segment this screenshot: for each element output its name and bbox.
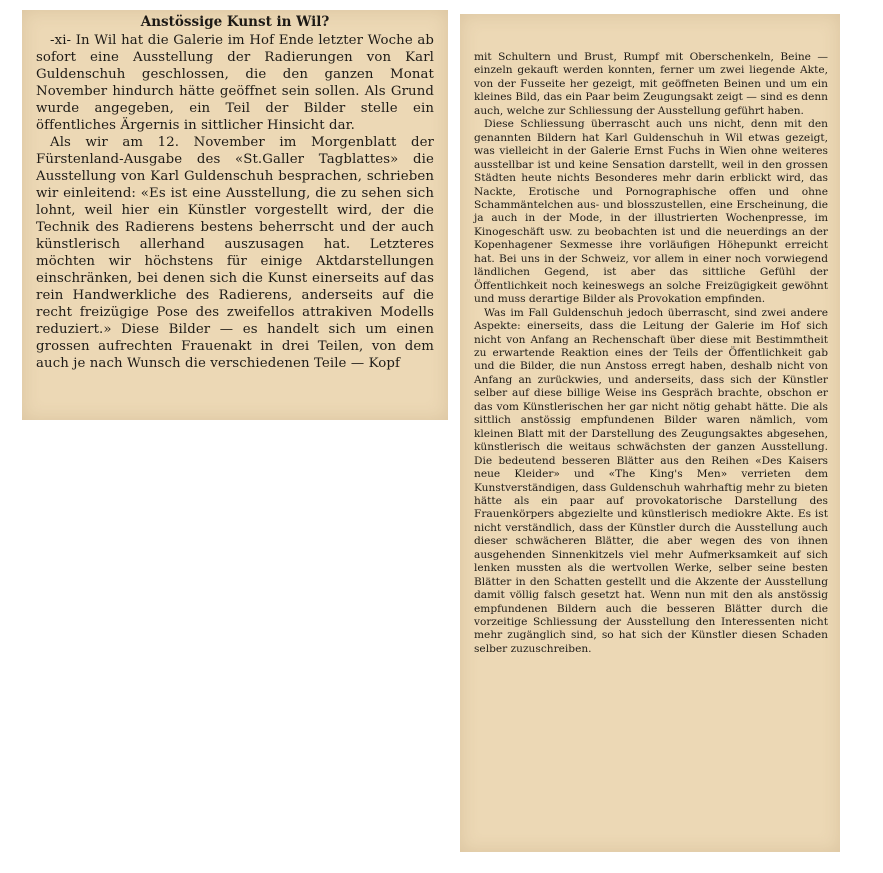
article-paragraph: mit Schultern und Brust, Rumpf mit Oberschenkeln, Beine — einzeln gekauft werden konnten, ferner um zwei liegende Akte, von der Fusseite her gezeigt, mit geöffneten Beinen und um ein kleines Bild, das ein Paar beim Zeugungsakt zeigt — sind es denn auch, welche zur Schliessung der Ausstellung geführt haben.: [474, 51, 828, 117]
article-paragraph: -xi- In Wil hat die Galerie im Hof Ende letzter Woche ab sofort eine Ausstellung der Radierungen von Karl Guldenschuh geschlossen, die den ganzen Monat November hindurch hätte geöffnet sein sollen. Als Grund wurde angegeben, ein Teil der Bilder stelle ein öffentliches Ärgernis in sittlicher Hinsicht dar.: [36, 33, 434, 133]
article-paragraph: Was im Fall Guldenschuh jedoch überrascht, sind zwei andere Aspekte: einerseits, dass die Leitung der Galerie im Hof sich nicht von Anfang an Rechenschaft über diese mit Bestimmtheit zu erwartende Reaktion eines der Teils der Öffentlichkeit gab und die Bilder, die nun Anstoss erregt haben, deshalb nicht von Anfang an zurückwies, und anderseits, dass sich der Künstler selber auf diese billige Weise ins Gespräch brachte, obschon er das vom Künstlerischen her gar nicht nötig gehabt hätte. Die als sittlich anstössig empfundenen Bilder waren nämlich, vom kleinen Blatt mit der Darstellung des Zeugungsaktes abgesehen, künstlerisch die weitaus schwächsten der ganzen Ausstellung. Die bedeutend besseren Blätter aus den Reihen «Des Kaisers neue Kleider» und «The King's Men» verrieten dem Kunstverständigen, dass Guldenschuh wahrhaftig mehr zu bieten hätte als ein paar auf provokatorische Darstellung des Frauenkörpers abgezielte und künstlerisch mediokre Akte. Es ist nicht verständlich, dass der Künstler durch die Ausstellung auch dieser schwächeren Blätter, die aber wegen des von ihnen ausgehenden Sinnenkitzels viel mehr Aufmerksamkeit auf sich lenken mussten als die wertvollen Werke, selber seine besten Blätter in den Schatten gestellt und die Akzente der Ausstellung damit völlig falsch gesetzt hat. Wenn nun mit den als anstössig empfundenen Bildern auch die besseren Blätter durch die vorzeitige Schliessung der Ausstellung den Interessenten nicht mehr zugänglich sind, so hat sich der Künstler diesen Schaden selber zuzuschreiben.: [474, 306, 828, 655]
article-paragraph: Als wir am 12. November im Morgenblatt der Fürstenland-Ausgabe des «St.Galler Tagblattes» die Ausstellung von Karl Guldenschuh besprachen, schrieben wir einleitend: «Es ist eine Ausstellung, die zu sehen sich lohnt, weil hier ein Künstler vorgestellt wird, der die Technik des Radierens bestens beherrscht und der auch künstlerisch allerhand auszusagen hat. Letzteres möchten wir höchstens für einige Aktdarstellungen einschränken, bei denen sich die Kunst einerseits auf das rein Handwerkliche des Radierens, anderseits auf die recht freizügige Pose des zweifellos attrakiven Modells reduziert.» Diese Bilder — es handelt sich um einen grossen aufrechten Frauenakt in drei Teilen, von dem auch je nach Wunsch die verschiedenen Teile — Kopf: [36, 135, 434, 371]
clipping-column-left: [22, 10, 448, 420]
article-title: Anstössige Kunst in Wil?: [140, 14, 330, 30]
article-paragraph: Diese Schliessung überrascht auch uns nicht, denn mit den genannten Bildern hat Karl Guldenschuh in Wil etwas gezeigt, was vielleicht in der Galerie Ernst Fuchs in Wien ohne weiteres ausstellbar ist und keine Sensation darstellt, weil in den grossen Städten heute nichts Besonderes mehr darin erblickt wird, das Nackte, Erotische und Pornographische offen und ohne Schammäntelchen aus- und blosszustellen, eine Erscheinung, die ja auch in der Mode, in der illustrierten Wochenpresse, im Kinogeschäft usw. zu beobachten ist und die neuerdings an der Kopenhagener Sexmesse ihre vorläufigen Höhepunkt erreicht hat. Bei uns in der Schweiz, vor allem in einer noch vorwiegend ländlichen Gegend, ist aber das sittliche Gefühl der Öffentlichkeit noch keineswegs an solche Freizügigkeit gewöhnt und muss derartige Bilder als Provokation empfinden.: [474, 118, 828, 306]
clipping-column-right: [460, 14, 840, 852]
